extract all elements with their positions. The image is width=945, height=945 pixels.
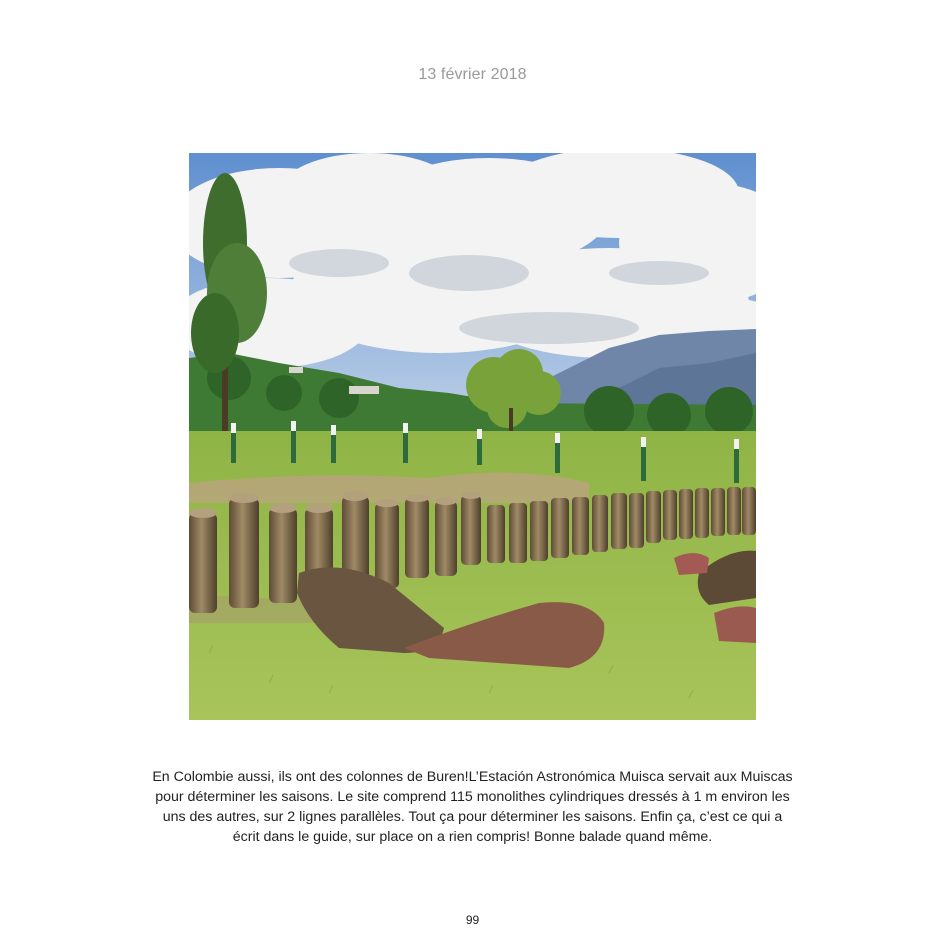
photo-caption: En Colombie aussi, ils ont des colonnes de Buren!L’Estación Astronómica Muisca servait aux Muiscas pour déterminer les saisons. Le site comprend 115 monolithes cylindriques dressés à 1 m environ les uns des autres, sur 2 lignes parallèles. Tout ça pour déterminer les saisons. Enfin ça, c’est ce qui a écrit dans le guide, sur place on a rien compris! Bonne balade quand même.: [152, 769, 793, 845]
page-number: 99: [465, 913, 480, 927]
photo-stone-columns: [189, 153, 756, 720]
page-date: 13 février 2018: [418, 66, 527, 83]
